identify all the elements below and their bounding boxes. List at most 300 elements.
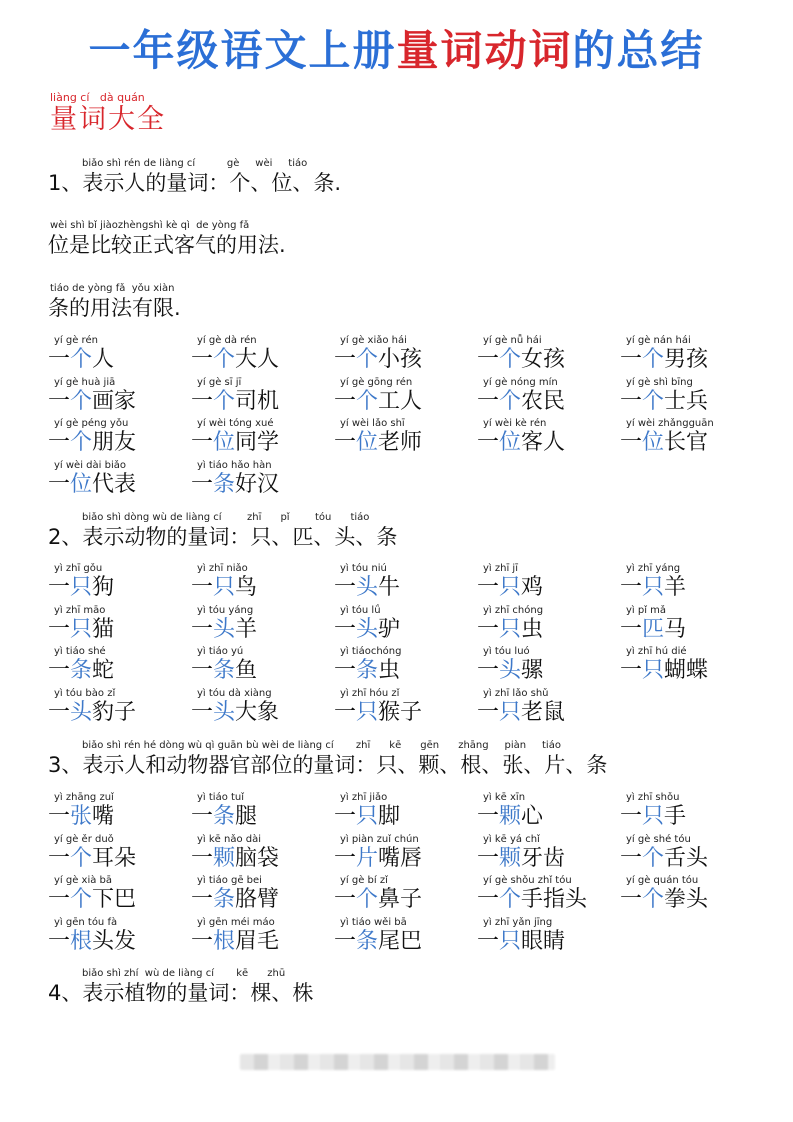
section-2-pinyin: biǎo shì dòng wù de liàng cí zhī pǐ tóu tiáo (82, 512, 370, 523)
entry-measure-word: 一 (334, 928, 357, 954)
entry-noun: 舌头 (664, 845, 709, 871)
entry-measure-word-highlight: 只 (499, 575, 522, 600)
entry-text (620, 347, 760, 373)
entry-pinyin: yì tiáo wěi bā (340, 916, 407, 928)
entry-measure-word-highlight: 个 (499, 347, 522, 372)
section-4-text: 4、表示植物的量词：棵、株 (48, 981, 314, 1005)
entry-noun: 脑袋 (235, 845, 280, 871)
intro-line-3 (48, 283, 181, 321)
entry-text (477, 887, 617, 913)
entry-text (620, 430, 760, 456)
entry-noun: 猫 (92, 616, 115, 642)
entry-text (477, 658, 617, 684)
entry-measure-word: 一 (334, 658, 357, 683)
entry-noun: 人 (92, 347, 115, 372)
entry-pinyin: yì tiáo tuǐ (197, 792, 245, 803)
section-4-pinyin: biǎo shì zhí wù de liàng cí kē zhū (82, 968, 286, 979)
entry-measure-word: 一 (191, 616, 214, 642)
measure-word-entry (477, 688, 617, 726)
entry-measure-word: 一 (48, 388, 71, 414)
entry-measure-word: 一 (477, 388, 500, 414)
entry-noun: 士兵 (664, 388, 709, 414)
intro-line-3-pinyin: tiáo de yòng fǎ yǒu xiàn (50, 283, 175, 294)
entry-pinyin: yí gè xià bā (54, 875, 113, 886)
entry-pinyin: yì zhī māo (54, 604, 106, 616)
section-3-text: 3、表示人和动物器官部位的量词：只、颗、根、张、片、条 (48, 753, 608, 777)
entry-measure-word-highlight: 个 (642, 388, 665, 414)
entry-measure-word-highlight: 条 (213, 887, 236, 912)
measure-word-entry (191, 418, 331, 456)
entry-measure-word: 一 (48, 658, 71, 683)
entry-text (191, 575, 331, 601)
entry-measure-word-highlight: 颗 (213, 845, 236, 871)
entry-pinyin: yì zhī jiǎo (340, 792, 388, 803)
entry-text (334, 658, 474, 684)
entry-measure-word-highlight: 只 (70, 575, 93, 600)
entry-measure-word-highlight: 只 (356, 804, 379, 829)
entry-text (477, 929, 617, 955)
entry-text (48, 472, 188, 498)
entry-noun: 眼睛 (521, 928, 566, 954)
measure-word-entry (191, 605, 331, 643)
intro-line-1-text: 1、表示人的量词：个、位、条. (48, 171, 342, 195)
measure-word-entry (334, 646, 474, 684)
entry-measure-word-highlight: 张 (70, 804, 93, 829)
intro-line-3-text: 条的用法有限. (48, 296, 181, 320)
blurred-footer-bar (240, 1054, 555, 1070)
entry-noun: 画家 (92, 388, 137, 414)
entry-pinyin: yì zhī gǒu (54, 563, 103, 574)
entry-pinyin: yí gè ěr duǒ (54, 833, 114, 845)
entry-measure-word: 一 (477, 887, 500, 912)
measure-word-entry (477, 792, 617, 830)
entry-measure-word-highlight: 匹 (642, 616, 665, 642)
entry-measure-word-highlight: 个 (499, 388, 522, 414)
entry-measure-word-highlight: 条 (213, 658, 236, 683)
entry-pinyin: yì zhī yǎn jīng (483, 916, 553, 928)
entry-measure-word: 一 (191, 699, 214, 725)
entry-pinyin: yì pǐ mǎ (626, 604, 667, 616)
entry-noun: 腿 (235, 804, 258, 829)
entry-noun: 羊 (664, 575, 687, 600)
entry-measure-word-highlight: 条 (356, 658, 379, 683)
entry-pinyin: yì tiáo shé (54, 646, 106, 657)
entry-text (334, 700, 474, 726)
entry-text (191, 846, 331, 872)
measure-word-entry (48, 460, 188, 498)
entry-pinyin: yí gè nán hái (626, 335, 691, 346)
intro-line-1-pinyin: biǎo shì rén de liàng cí gè wèi tiáo (82, 158, 308, 169)
entry-measure-word: 一 (48, 575, 71, 600)
entry-text (620, 804, 760, 830)
measure-word-entry (620, 418, 760, 456)
entry-text (334, 887, 474, 913)
measure-word-entry (334, 917, 474, 955)
entry-measure-word-highlight: 只 (499, 928, 522, 954)
entry-pinyin: yì tiáo yú (197, 646, 244, 657)
entry-pinyin: yí gè shé tóu (626, 833, 691, 845)
entry-text (191, 430, 331, 456)
entry-pinyin: yí gè nǚ hái (483, 335, 542, 346)
entry-measure-word-highlight: 条 (213, 471, 236, 497)
entry-measure-word: 一 (477, 804, 500, 829)
entry-pinyin: yí gè sī jī (197, 376, 242, 388)
entry-text (620, 887, 760, 913)
entry-measure-word-highlight: 头 (499, 658, 522, 683)
entry-pinyin: yí gè péng yǒu (54, 418, 129, 429)
entry-measure-word: 一 (191, 388, 214, 414)
entry-text (48, 430, 188, 456)
entry-measure-word: 一 (620, 347, 643, 372)
entry-measure-word-highlight: 头 (213, 699, 236, 725)
entry-pinyin: yì tóu luó (483, 646, 530, 657)
entry-pinyin: yì gēn tóu fà (54, 916, 118, 928)
intro-line-1 (48, 158, 341, 196)
entry-text (334, 846, 474, 872)
entry-text (620, 389, 760, 415)
entry-noun: 马 (664, 616, 687, 642)
entry-measure-word-highlight: 个 (70, 887, 93, 912)
measure-word-entry (48, 834, 188, 872)
measure-word-entry (191, 377, 331, 415)
entry-noun: 羊 (235, 616, 258, 642)
measure-word-entry (477, 335, 617, 373)
entry-measure-word: 一 (620, 845, 643, 871)
heading-text: 量词大全 (50, 104, 166, 135)
measure-word-entry (48, 377, 188, 415)
entry-text (620, 575, 760, 601)
entry-noun: 虫 (378, 658, 401, 683)
measure-word-entry (477, 646, 617, 684)
entry-measure-word-highlight: 头 (356, 575, 379, 600)
entry-noun: 工人 (378, 388, 423, 414)
entry-noun: 脚 (378, 804, 401, 829)
entry-measure-word-highlight: 个 (213, 388, 236, 414)
entry-text (191, 617, 331, 643)
entry-measure-word: 一 (334, 804, 357, 829)
measure-word-entry (48, 688, 188, 726)
entry-measure-word-highlight: 头 (356, 616, 379, 642)
entry-pinyin: yí gè nóng mín (483, 376, 558, 388)
measure-word-entry (48, 335, 188, 373)
entry-pinyin: yì zhī jī (483, 563, 518, 574)
entry-text (477, 846, 617, 872)
entry-pinyin: yí gè gōng rén (340, 376, 413, 388)
entry-noun: 鱼 (235, 658, 258, 683)
entry-text (334, 575, 474, 601)
entry-measure-word-highlight: 只 (642, 804, 665, 829)
measure-word-entry (191, 688, 331, 726)
entry-text (477, 575, 617, 601)
entry-text (477, 430, 617, 456)
entry-text (477, 617, 617, 643)
entry-measure-word-highlight: 位 (356, 430, 379, 455)
entry-noun: 手 (664, 804, 687, 829)
entry-measure-word: 一 (334, 575, 357, 600)
measure-word-entry (477, 834, 617, 872)
entry-measure-word: 一 (191, 845, 214, 871)
entry-measure-word: 一 (48, 887, 71, 912)
entry-pinyin: yí wèi lǎo shī (340, 418, 405, 429)
entry-noun: 小孩 (378, 347, 423, 372)
section-3-heading (48, 740, 607, 778)
entry-pinyin: yì tiáo hǎo hàn (197, 459, 272, 471)
entry-text (48, 804, 188, 830)
entry-measure-word: 一 (191, 471, 214, 497)
measure-word-entry (48, 605, 188, 643)
entry-noun: 拳头 (664, 887, 709, 912)
measure-word-entry (191, 563, 331, 601)
entry-noun: 嘴唇 (378, 845, 423, 871)
entry-noun: 客人 (521, 430, 566, 455)
entry-measure-word-highlight: 根 (213, 928, 236, 954)
entry-noun: 豹子 (92, 699, 137, 725)
entry-text (477, 347, 617, 373)
entry-measure-word-highlight: 片 (356, 845, 379, 871)
entry-measure-word: 一 (620, 430, 643, 455)
entry-noun: 大象 (235, 699, 280, 725)
entry-noun: 老鼠 (521, 699, 566, 725)
entry-pinyin: yí gè xiǎo hái (340, 335, 407, 346)
entry-measure-word-highlight: 头 (70, 699, 93, 725)
heading-pinyin: liàng cí dà quán (50, 91, 145, 104)
entry-measure-word: 一 (620, 388, 643, 414)
entry-pinyin: yí gè shì bīng (626, 376, 693, 388)
entry-measure-word-highlight: 只 (70, 616, 93, 642)
entry-measure-word: 一 (48, 928, 71, 954)
entry-measure-word: 一 (191, 347, 214, 372)
page-title (0, 18, 793, 78)
entry-text (48, 347, 188, 373)
entry-measure-word-highlight: 根 (70, 928, 93, 954)
entry-pinyin: yí wèi tóng xué (197, 418, 274, 429)
entry-text (48, 846, 188, 872)
entry-measure-word: 一 (477, 347, 500, 372)
entry-measure-word: 一 (48, 699, 71, 725)
entry-text (477, 389, 617, 415)
entry-noun: 尾巴 (378, 928, 423, 954)
entry-measure-word-highlight: 个 (70, 347, 93, 372)
section-2-text: 2、表示动物的量词：只、匹、头、条 (48, 525, 398, 549)
entry-measure-word: 一 (48, 804, 71, 829)
measure-word-entry (48, 418, 188, 456)
entry-noun: 农民 (521, 388, 566, 414)
entry-text (334, 347, 474, 373)
entry-pinyin: yí gè dà rén (197, 335, 257, 346)
measure-word-entry (334, 792, 474, 830)
entry-pinyin: yì gēn méi máo (197, 916, 275, 928)
entry-measure-word-highlight: 只 (499, 699, 522, 725)
entry-measure-word-highlight: 位 (642, 430, 665, 455)
measure-word-entry (620, 875, 760, 913)
entry-measure-word-highlight: 个 (499, 887, 522, 912)
measure-word-entry (477, 377, 617, 415)
measure-word-entry (477, 875, 617, 913)
intro-line-2 (48, 220, 286, 258)
entry-text (334, 389, 474, 415)
entry-pinyin: yì tóu bào zǐ (54, 687, 116, 699)
measure-word-entry (620, 563, 760, 601)
entry-noun: 蛇 (92, 658, 115, 683)
entry-measure-word-highlight: 只 (499, 616, 522, 642)
entry-noun: 手指头 (521, 887, 588, 912)
entry-measure-word-highlight: 颗 (499, 845, 522, 871)
measure-word-entry (334, 605, 474, 643)
entry-measure-word: 一 (48, 845, 71, 871)
entry-pinyin: yì zhī hú dié (626, 646, 687, 657)
entry-text (477, 700, 617, 726)
measure-word-entry (48, 792, 188, 830)
measure-word-entry (334, 875, 474, 913)
entry-noun: 牛 (378, 575, 401, 600)
measure-word-entry (48, 563, 188, 601)
entry-pinyin: yí gè bí zǐ (340, 875, 388, 886)
entry-noun: 朋友 (92, 430, 137, 455)
entry-measure-word: 一 (477, 430, 500, 455)
measure-word-entry (620, 792, 760, 830)
entry-measure-word: 一 (334, 347, 357, 372)
entry-noun: 下巴 (92, 887, 137, 912)
entry-pinyin: yì kē nǎo dài (197, 833, 262, 845)
measure-word-entry (620, 335, 760, 373)
entry-measure-word-highlight: 位 (213, 430, 236, 455)
entry-pinyin: yì zhāng zuǐ (54, 792, 114, 803)
entry-noun: 嘴 (92, 804, 115, 829)
entry-pinyin: yì tiáochóng (340, 646, 402, 657)
entry-measure-word-highlight: 个 (70, 388, 93, 414)
entry-measure-word-highlight: 头 (213, 616, 236, 642)
entry-text (191, 700, 331, 726)
measure-word-entry (620, 834, 760, 872)
entry-measure-word-highlight: 位 (70, 471, 93, 497)
entry-measure-word-highlight: 个 (642, 887, 665, 912)
entry-pinyin: yì tiáo gē bei (197, 875, 262, 886)
entry-measure-word-highlight: 个 (356, 887, 379, 912)
entry-text (48, 389, 188, 415)
entry-measure-word: 一 (334, 616, 357, 642)
entry-measure-word: 一 (334, 430, 357, 455)
entry-measure-word-highlight: 位 (499, 430, 522, 455)
entry-noun: 头发 (92, 928, 137, 954)
section-2-heading (48, 512, 397, 550)
entry-measure-word-highlight: 个 (70, 845, 93, 871)
entry-measure-word: 一 (334, 388, 357, 414)
measure-word-entry (334, 335, 474, 373)
entry-pinyin: yí gè shǒu zhǐ tóu (483, 875, 572, 886)
title-part-1: 一年级语文上册 (88, 26, 397, 75)
measure-word-entry (477, 605, 617, 643)
entry-measure-word: 一 (191, 804, 214, 829)
entry-measure-word: 一 (191, 575, 214, 600)
entry-text (48, 658, 188, 684)
entry-measure-word-highlight: 个 (213, 347, 236, 372)
entry-measure-word: 一 (48, 616, 71, 642)
measure-word-entry (191, 875, 331, 913)
measure-word-entry (620, 646, 760, 684)
entry-pinyin: yí gè huà jiā (54, 376, 116, 388)
entry-measure-word: 一 (477, 575, 500, 600)
entry-measure-word: 一 (191, 928, 214, 954)
entry-noun: 代表 (92, 471, 137, 497)
entry-noun: 心 (521, 804, 544, 829)
entry-measure-word-highlight: 只 (356, 699, 379, 725)
entry-noun: 狗 (92, 575, 115, 600)
entry-text (48, 887, 188, 913)
entry-noun: 耳朵 (92, 845, 137, 871)
entry-text (48, 575, 188, 601)
entry-measure-word: 一 (620, 887, 643, 912)
section-4-heading (48, 968, 313, 1006)
entry-text (477, 804, 617, 830)
entry-measure-word: 一 (620, 575, 643, 600)
entry-noun: 猴子 (378, 699, 423, 725)
entry-text (334, 804, 474, 830)
entry-noun: 女孩 (521, 347, 566, 372)
entry-noun: 鸡 (521, 575, 544, 600)
entry-noun: 同学 (235, 430, 280, 455)
entry-text (620, 617, 760, 643)
entry-noun: 鼻子 (378, 887, 423, 912)
entry-measure-word: 一 (477, 699, 500, 725)
entry-noun: 大人 (235, 347, 280, 372)
entry-measure-word-highlight: 个 (70, 430, 93, 455)
measure-word-entry (477, 418, 617, 456)
measure-word-entry (477, 563, 617, 601)
entry-measure-word: 一 (191, 887, 214, 912)
entry-pinyin: yì zhī shǒu (626, 792, 680, 803)
entry-measure-word: 一 (191, 430, 214, 455)
entry-text (191, 472, 331, 498)
entry-measure-word: 一 (477, 616, 500, 642)
measure-word-entry (191, 917, 331, 955)
entry-measure-word: 一 (334, 699, 357, 725)
entry-pinyin: yí gè quán tóu (626, 875, 699, 886)
entry-pinyin: yì tóu dà xiàng (197, 687, 272, 699)
measure-word-entry (48, 646, 188, 684)
measure-word-entry (334, 563, 474, 601)
entry-measure-word: 一 (334, 887, 357, 912)
entry-measure-word-highlight: 条 (213, 804, 236, 829)
measure-word-entry (191, 834, 331, 872)
entry-noun: 虫 (521, 616, 544, 642)
entry-measure-word: 一 (477, 928, 500, 954)
entry-text (334, 929, 474, 955)
entry-measure-word-highlight: 个 (642, 845, 665, 871)
entry-measure-word-highlight: 个 (356, 347, 379, 372)
measure-word-entry (334, 688, 474, 726)
entry-noun: 眉毛 (235, 928, 280, 954)
intro-line-2-text: 位是比较正式客气的用法. (48, 233, 286, 257)
section-heading (50, 92, 166, 136)
entry-pinyin: yí wèi dài biǎo (54, 459, 126, 471)
entry-text (191, 658, 331, 684)
entry-measure-word: 一 (334, 845, 357, 871)
entry-measure-word-highlight: 条 (356, 928, 379, 954)
entry-noun: 鸟 (235, 575, 258, 600)
entry-pinyin: yì tóu yáng (197, 604, 254, 616)
entry-text (191, 887, 331, 913)
measure-word-entry (191, 792, 331, 830)
entry-noun: 老师 (378, 430, 423, 455)
entry-pinyin: yì zhī hóu zǐ (340, 687, 400, 699)
entry-measure-word: 一 (48, 430, 71, 455)
entry-noun: 牙齿 (521, 845, 566, 871)
title-part-2: 量词动词 (396, 26, 573, 75)
entry-measure-word: 一 (620, 804, 643, 829)
entry-pinyin: yí gè rén (54, 335, 98, 346)
measure-word-entry (191, 335, 331, 373)
entry-noun: 驴 (378, 616, 401, 642)
